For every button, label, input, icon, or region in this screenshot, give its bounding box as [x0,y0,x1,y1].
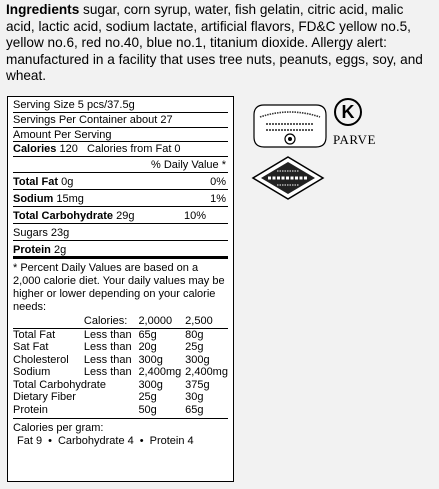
nutrient-amount: 2g [53,244,67,256]
kosher-emblem-icon [251,155,325,201]
nutrition-facts-panel [7,96,234,482]
parve-label: PARVE [333,132,376,147]
calories-per-gram-values: Fat 9 • Carbohydrate 4 • Protein 4 [17,435,194,447]
nutrient-dv: 10% [183,210,206,222]
dv-table-row: Sat Fat Less than 20g 25g [13,341,204,353]
calories-row [13,142,228,157]
nutrient-label: Sodium [13,193,54,205]
dv-table-row: Total Carbohydrate 300g 375g [13,378,210,391]
calories-per-gram-label: Calories per gram: [13,422,104,434]
dv-table-row: Sodium Less than 2,400mg 2,400mg [13,366,228,378]
nutrient-row-total-fat [13,173,228,190]
nutrient-label: Total Fat [13,176,59,188]
nutrient-amount: 29g [116,210,135,222]
daily-value-header: % Daily Value * [13,157,228,173]
nutrient-row-protein [13,241,228,259]
nutrient-dv: 0% [210,176,226,188]
nutrient-amount: 15mg [56,193,84,205]
nutrient-amount: 0g [61,176,74,188]
nutrient-row-total-carbohydrate [13,207,228,224]
daily-value-table [13,315,228,416]
dv-table-row: Dietary Fiber 25g 30g [13,391,204,403]
nutrient-label: Sugars [13,227,48,239]
nutrient-label: Total Carbohydrate [13,210,114,222]
daily-value-footnote: * Percent Daily Values are based on a 2,000 calorie diet. Your daily values may be higher or lower depending on your calorie needs: [13,262,225,313]
nutrient-row-sugars [13,224,228,241]
calories-from-fat: Calories from Fat 0 [87,143,181,155]
ingredients-heading: Ingredients [6,2,80,17]
amount-per-serving: Amount Per Serving [13,128,228,142]
kosher-seal-icon [252,101,328,151]
serving-size: Serving Size 5 pcs/37.5g [13,97,228,113]
ingredients-text [6,2,434,85]
nutrient-label: Protein [13,244,51,256]
dv-table-row: Cholesterol Less than 300g 300g [13,353,210,366]
servings-per-container: Servings Per Container about 27 [13,113,228,128]
calories-label: Calories [13,143,57,155]
dv-table-row: Protein 50g 65g [13,403,204,416]
kosher-k-icon: K [334,98,362,126]
nutrient-amount: 23g [50,227,70,239]
dv-table-header: Calories: 2,0000 2,500 [83,315,213,327]
calories-value: 120 [59,143,78,155]
dv-table-row: Total Fat Less than 65g 80g [13,328,228,341]
ingredients-list: sugar, corn syrup, water, fish gelatin, citric acid, malic acid, lactic acid, sodium lactate, artificial flavors, FD&C yellow no.5, yellow no.6, red no.40, blue no.1, titanium dioxide. Allergy alert: manufactured in a facility that uses tree nuts, peanuts, eggs, soy, and wheat. [6,2,423,83]
nutrient-row-sodium [13,190,228,207]
nutrient-dv: 1% [210,193,226,205]
